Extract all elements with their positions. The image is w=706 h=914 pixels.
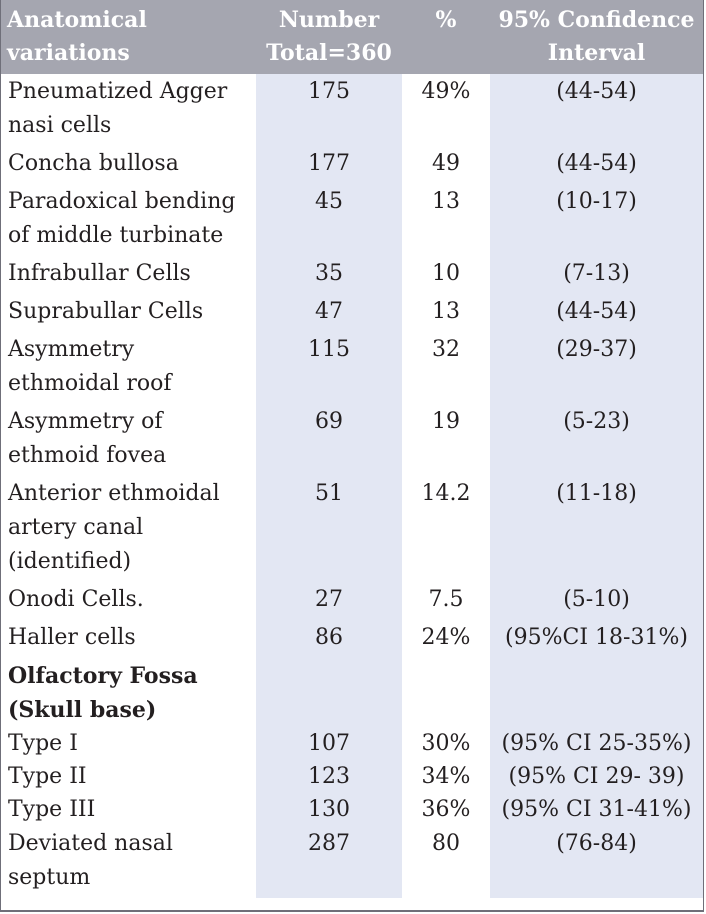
row-name: Deviated nasal septum — [8, 831, 173, 890]
row-number: 177 — [256, 146, 402, 184]
table-row — [1, 727, 703, 760]
header-number: Number Total=360 — [256, 0, 402, 74]
row-number: 130 — [256, 793, 402, 826]
row-name: Suprabullar Cells — [8, 299, 204, 324]
header-percent: % — [402, 0, 490, 74]
row-percent: 49 — [432, 151, 460, 176]
row-ci: (7-13) — [490, 256, 703, 294]
empty-cell — [256, 658, 402, 727]
row-ci: (44-54) — [490, 294, 703, 332]
row-percent: 34% — [421, 764, 471, 789]
table-row — [1, 294, 703, 332]
row-number: 115 — [256, 332, 402, 404]
row-name: Infrabullar Cells — [8, 261, 191, 286]
table-row — [1, 760, 703, 793]
row-percent: 10 — [432, 261, 460, 286]
anatomical-variations-table — [1, 0, 703, 898]
row-ci: (5-23) — [490, 404, 703, 476]
table-row — [1, 826, 703, 898]
row-name: Type III — [8, 797, 96, 822]
row-number: 47 — [256, 294, 402, 332]
row-number: 45 — [256, 184, 402, 256]
table-row — [1, 582, 703, 620]
table-row — [1, 256, 703, 294]
header-confidence-interval: 95% Confidence Interval — [490, 0, 703, 74]
row-percent: 19 — [432, 409, 460, 434]
empty-cell — [402, 658, 490, 727]
row-number: 51 — [256, 476, 402, 582]
row-ci: (10-17) — [490, 184, 703, 256]
row-name: Concha bullosa — [8, 151, 179, 176]
table-row — [1, 620, 703, 658]
row-number: 35 — [256, 256, 402, 294]
table-row — [1, 74, 703, 146]
table-row — [1, 332, 703, 404]
row-percent: 36% — [421, 797, 471, 822]
row-ci: (44-54) — [490, 74, 703, 146]
row-ci: (76-84) — [490, 826, 703, 898]
row-number: 123 — [256, 760, 402, 793]
row-percent: 7.5 — [428, 587, 464, 612]
row-percent: 14.2 — [421, 481, 471, 506]
row-percent: 32 — [432, 337, 460, 362]
row-name: Haller cells — [8, 625, 136, 650]
row-name: Asymmetry of ethmoid fovea — [8, 409, 167, 468]
row-ci: (95%CI 18-31%) — [490, 620, 703, 658]
table-row — [1, 146, 703, 184]
row-number: 175 — [256, 74, 402, 146]
row-name: Type I — [8, 731, 78, 756]
table-row — [1, 793, 703, 826]
table-row — [1, 404, 703, 476]
row-percent: 13 — [432, 189, 460, 214]
row-number: 69 — [256, 404, 402, 476]
empty-cell — [490, 658, 703, 727]
row-name: Type II — [8, 764, 87, 789]
olfactory-fossa-heading-row — [1, 658, 703, 727]
row-percent: 49% — [421, 79, 471, 104]
row-number: 287 — [256, 826, 402, 898]
row-name: Anterior ethmoidal artery canal (identified) — [8, 481, 220, 574]
row-ci: (29-37) — [490, 332, 703, 404]
row-ci: (11-18) — [490, 476, 703, 582]
row-percent: 30% — [421, 731, 471, 756]
row-ci: (44-54) — [490, 146, 703, 184]
row-ci: (5-10) — [490, 582, 703, 620]
row-ci: (95% CI 25-35%) — [490, 727, 703, 760]
table-row — [1, 476, 703, 582]
row-name: Asymmetry ethmoidal roof — [8, 337, 172, 396]
table-header-row — [1, 0, 703, 74]
row-name: Pneumatized Agger nasi cells — [8, 79, 228, 138]
row-percent: 80 — [432, 831, 460, 856]
row-ci: (95% CI 29- 39) — [490, 760, 703, 793]
row-name: Paradoxical bending of middle turbinate — [8, 189, 236, 248]
row-number: 86 — [256, 620, 402, 658]
row-ci: (95% CI 31-41%) — [490, 793, 703, 826]
table-row — [1, 184, 703, 256]
row-name: Onodi Cells. — [8, 587, 144, 612]
row-number: 27 — [256, 582, 402, 620]
header-anatomical-variations: Anatomical variations — [1, 0, 256, 74]
row-number: 107 — [256, 727, 402, 760]
row-percent: 24% — [421, 625, 471, 650]
olfactory-fossa-heading: Olfactory Fossa (Skull base) — [8, 663, 198, 723]
row-percent: 13 — [432, 299, 460, 324]
